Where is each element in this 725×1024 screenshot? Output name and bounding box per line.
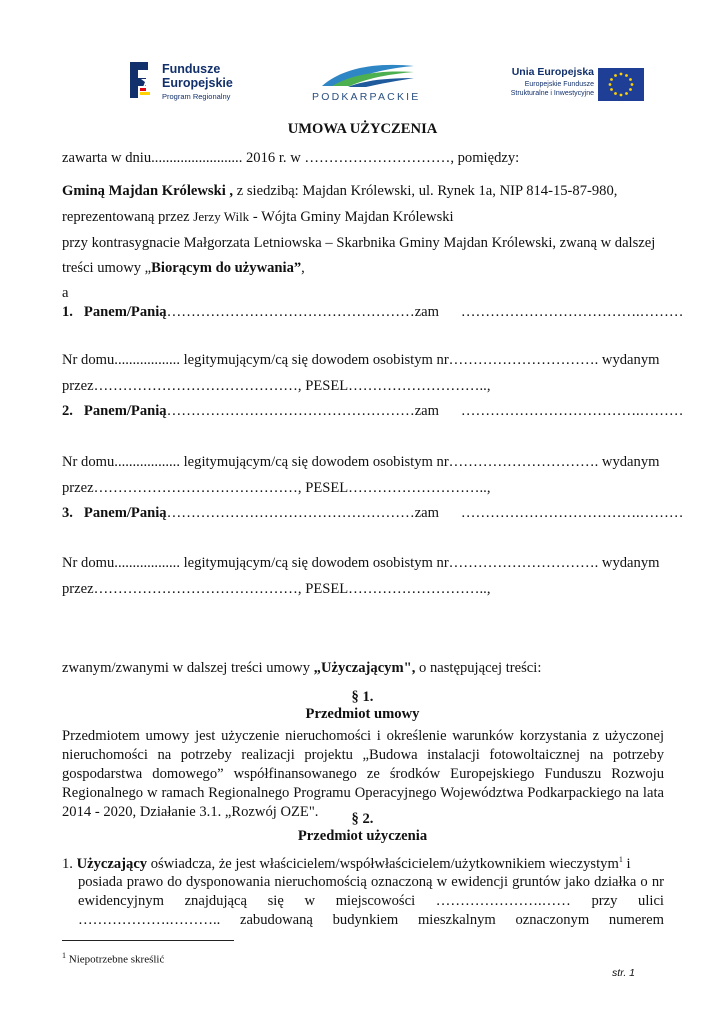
section-2-number: § 2.	[351, 811, 374, 827]
fe-star-icon	[126, 60, 158, 100]
section-2-line-2: ewidencyjnym znajdującą się w miejscowości ………………….…… przy ulici	[78, 893, 664, 909]
document-title: UMOWA UŻYCZENIA	[287, 121, 438, 137]
person-3-address: ……………………………….………	[460, 505, 684, 521]
person-1-id-line: Nr domu.................. legitymującym/cą się dowodem osobistym nr…………………………. wydanym	[62, 352, 660, 368]
person-3-num: 3.	[62, 505, 73, 521]
podkarpackie-logo	[300, 58, 430, 108]
person-1-num: 1.	[62, 304, 73, 320]
footnote-marker: 1	[62, 951, 66, 960]
person-3-label: Panem/Panią	[83, 505, 167, 521]
uzyczajacy-prefix: zwanym/zwanymi w dalszej treści umowy	[62, 660, 314, 676]
eu-line1: Unia Europejska	[511, 66, 594, 78]
party-gmina-details: z siedzibą: Majdan Królewski, ul. Rynek 1a, NIP 814-15-87-980,	[233, 183, 618, 199]
biorca-name: Biorącym do używania”	[151, 260, 302, 276]
section-1-line-5: 2014 - 2020, Działanie 3.1. „Rozwój OZE".	[62, 804, 319, 820]
footnote-separator	[62, 940, 234, 941]
conjunction-a: a	[62, 285, 69, 301]
person-1-address: ……………………………….………	[460, 304, 684, 320]
section-2-line-1: posiada prawo do dysponowania nieruchomością oznaczoną w ewidencji gruntów jako działka o nr	[78, 874, 664, 890]
person-3-id-line: Nr domu.................. legitymującym/cą się dowodem osobistym nr…………………………. wydanym	[62, 555, 660, 571]
party-gmina	[62, 183, 617, 200]
kontrasygnata-line: przy kontrasygnacie Małgorzata Letniowska – Skarbnika Gminy Majdan Królewski, zwaną w dalszej	[62, 235, 656, 251]
person-1-line	[62, 304, 683, 321]
section-2-title: Przedmiot użyczenia	[297, 828, 428, 844]
footnote-text: Niepotrzebne skreślić	[66, 953, 165, 966]
person-1-label: Panem/Panią	[83, 304, 167, 320]
eu-logo	[490, 66, 650, 106]
biorca-suffix: ,	[301, 260, 305, 276]
rep-prefix: reprezentowaną przez	[62, 209, 194, 225]
person-2-pesel-line: przez……………………………………, PESEL………………………..,	[62, 480, 491, 496]
person-2-address: ……………………………….………	[460, 403, 684, 419]
footnote	[62, 951, 164, 966]
rep-suffix: - Wójta Gminy Majdan Królewski	[249, 209, 454, 225]
person-3-line	[62, 505, 683, 522]
biorca-line	[62, 260, 305, 277]
section-1-line-4: Regionalnego w ramach Regionalnego Programu Operacyjnego Województwa Podkarpackiego na lata	[62, 785, 664, 801]
biorca-prefix: treści umowy „	[62, 260, 152, 276]
person-2-line	[62, 403, 683, 420]
rep-name: Jerzy Wilk	[193, 209, 250, 224]
section-2-point-1	[62, 855, 664, 873]
section-2-point-1-end: i	[622, 855, 631, 872]
section-1-number: § 1.	[351, 689, 374, 705]
section-2-point-1-text: oświadcza, że jest właścicielem/współwłaścicielem/użytkownikiem wieczystym	[147, 855, 619, 872]
person-1-dots: ……………………………………………zam	[166, 304, 440, 320]
person-2-num: 2.	[62, 403, 73, 419]
eu-line3: Strukturalne i Inwestycyjne	[510, 90, 594, 97]
section-2-line-3: ……………….……….. zabudowaną budynkiem mieszkalnym oznaczonym numerem	[78, 912, 664, 928]
person-2-label: Panem/Panią	[83, 403, 167, 419]
podkarpackie-word: PODKARPACKIE	[312, 91, 421, 103]
uzyczajacy-suffix: o następującej treści:	[415, 660, 542, 676]
section-2-point-1-subject: Użyczający	[76, 855, 148, 872]
fe-line1: Fundusze	[162, 62, 221, 76]
eu-flag-icon	[598, 68, 644, 101]
footnote-ref[interactable]: 1	[618, 855, 623, 864]
podkarpackie-hills-icon	[318, 60, 418, 90]
fe-line3: Program Regionalny	[162, 92, 231, 101]
section-1-line-2: nieruchomości na potrzeby realizacji projektu „Budowa instalacji fotowoltaicznej na potrzeby	[62, 747, 664, 763]
intro-line: zawarta w dniu......................... 2016 r. w …………………………, pomiędzy:	[62, 150, 520, 166]
section-1-title: Przedmiot umowy	[305, 706, 420, 722]
section-1-line-1: Przedmiotem umowy jest użyczenie nieruchomości i określenie warunków korzystania z użyczonej	[62, 728, 664, 744]
uzyczajacy-name: „Użyczającym",	[313, 660, 416, 676]
person-2-id-line: Nr domu.................. legitymującym/cą się dowodem osobistym nr…………………………. wydanym	[62, 454, 660, 470]
person-3-pesel-line: przez……………………………………, PESEL………………………..,	[62, 581, 491, 597]
fundusze-europejskie-logo	[126, 60, 266, 110]
section-1-line-3: gospodarstwa domowego” współfinansowanego ze środków Europejskiego Funduszu Rozwoju	[62, 766, 664, 782]
fe-line2: Europejskie	[162, 76, 233, 90]
person-1-pesel-line: przez……………………………………, PESEL………………………..,	[62, 378, 491, 394]
page-number: str. 1	[612, 967, 635, 979]
eu-line2: Europejskie Fundusze	[524, 81, 594, 88]
person-2-dots: ……………………………………………zam	[166, 403, 440, 419]
uzyczajacy-line	[62, 660, 541, 677]
section-2-point-1-num: 1.	[62, 855, 73, 872]
party-gmina-name: Gminą Majdan Królewski ,	[62, 183, 234, 199]
representative-line	[62, 209, 454, 226]
person-3-dots: ……………………………………………zam	[166, 505, 440, 521]
